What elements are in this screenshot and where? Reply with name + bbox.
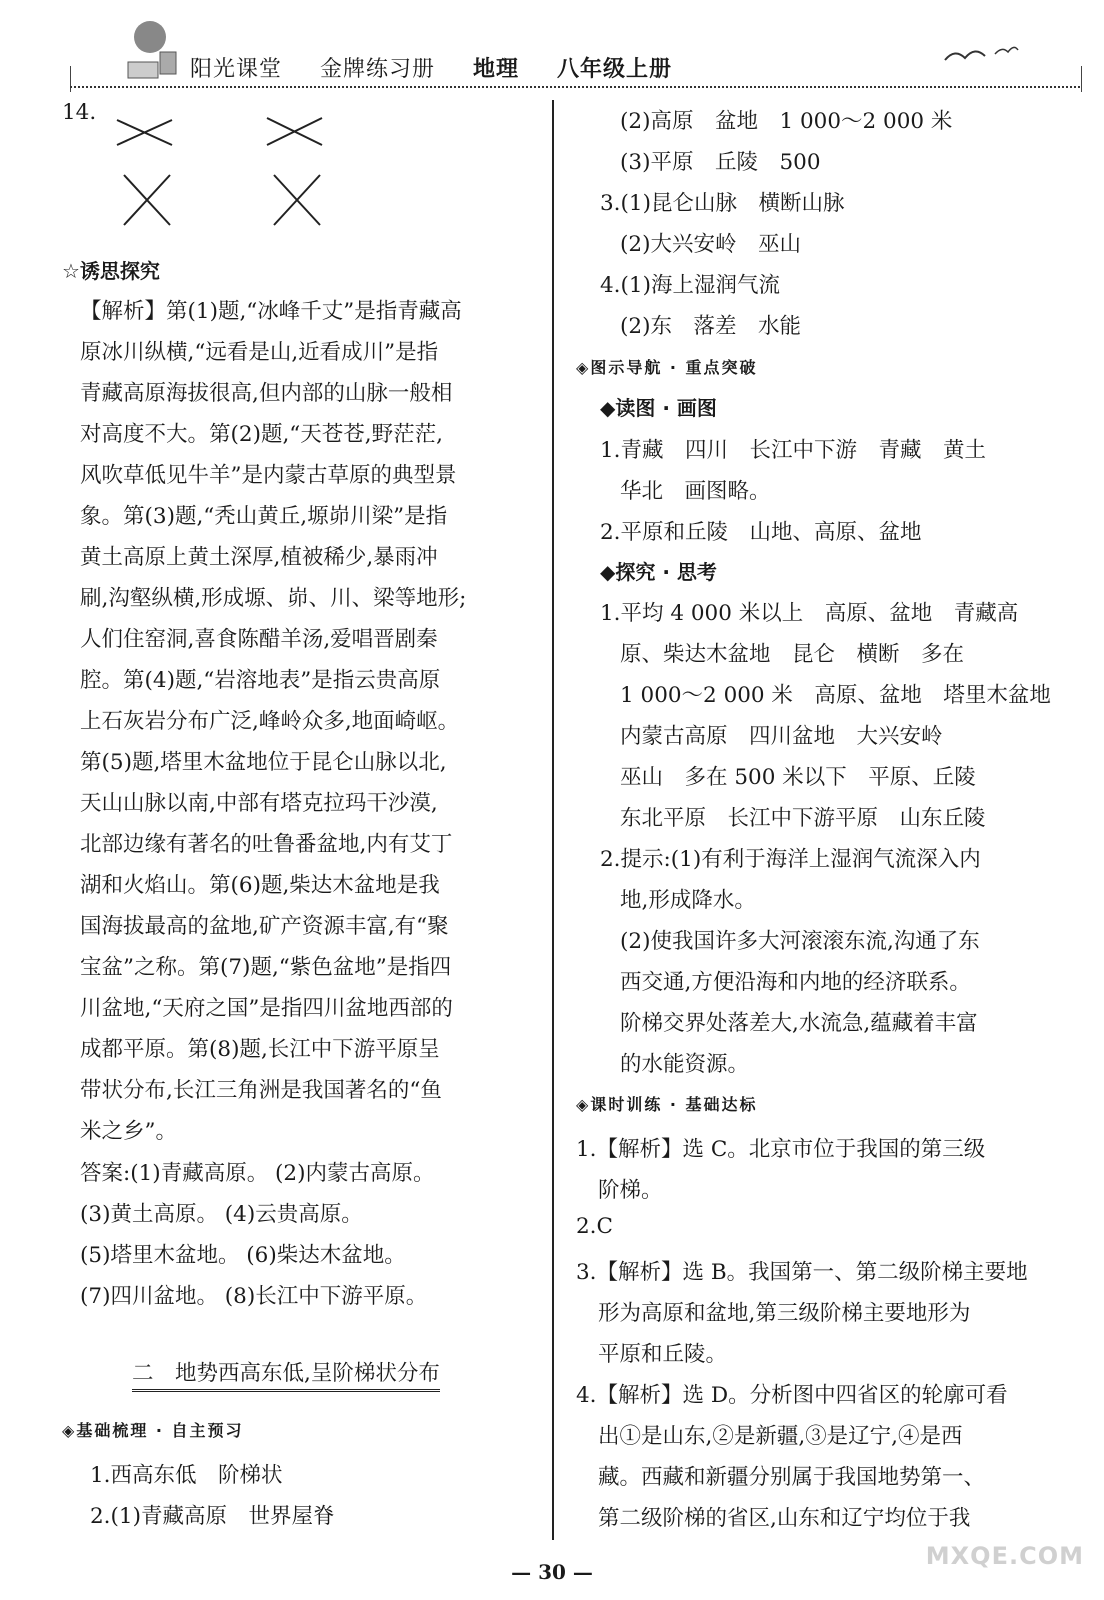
header-title [190, 52, 702, 83]
answer-line: 4.(1)海上湿润气流 [600, 273, 780, 298]
read-line: 1.青藏 四川 长江中下游 青藏 黄土 [600, 438, 987, 463]
read-line: 2.平原和丘陵 山地、高原、盆地 [600, 520, 922, 545]
map-nav-title [576, 355, 758, 378]
explore-line: 2.提示:(1)有利于海洋上湿润气流深入内 [600, 847, 981, 872]
training-line: 藏。西藏和新疆分别属于我国地势第一、 [598, 1465, 986, 1490]
left-column [62, 100, 542, 1540]
explore-line: 地,形成降水。 [620, 888, 756, 913]
analysis-line: 成都平原。第(8)题,长江中下游平原呈 [80, 1037, 440, 1062]
watermark-text: MXQE.COM [925, 1542, 1084, 1570]
analysis-line: 湖和火焰山。第(6)题,柴达木盆地是我 [80, 873, 440, 898]
book-name: 金牌练习册 [320, 57, 436, 82]
grade-name: 八年级上册 [557, 56, 673, 82]
analysis-line: 象。第(3)题,“秃山黄丘,塬峁川梁”是指 [80, 504, 448, 529]
explore-line: 1.平均 4 000 米以上 高原、盆地 青藏高 [600, 601, 1019, 626]
answer-line: 3.(1)昆仑山脉 横断山脉 [600, 191, 845, 216]
birds-icon [940, 40, 1020, 70]
basic-review-title [62, 1418, 244, 1441]
eye-icon: ◈ [576, 358, 591, 377]
analysis-line: 人们住窑洞,喜食陈醋羊汤,爱唱晋剧秦 [80, 627, 438, 652]
analysis-line: 黄土高原上黄土深厚,植被稀少,暴雨冲 [80, 545, 438, 570]
series-name: 阳光课堂 [190, 57, 283, 82]
analysis-line: 北部边缘有著名的吐鲁番盆地,内有艾丁 [80, 832, 453, 857]
analysis-line: 对高度不大。第(2)题,“天苍苍,野茫茫, [80, 422, 443, 447]
analysis-line: 川盆地,“天府之国”是指四川盆地西部的 [80, 996, 453, 1021]
section-title-explore: ☆诱思探究 [62, 259, 160, 283]
explore-line: 内蒙古高原 四川盆地 大兴安岭 [620, 724, 943, 749]
explore-line: (2)使我国许多大河滚滚东流,沟通了东 [620, 929, 980, 954]
column-divider [552, 100, 554, 1540]
training-line: 1.【解析】选 C。北京市位于我国的第三级 [576, 1137, 986, 1162]
analysis-line: 第(5)题,塔里木盆地位于昆仑山脉以北, [80, 750, 447, 775]
map-nav-title-text: 图示导航 · 重点突破 [590, 358, 758, 377]
analysis-line: 【解析】第(1)题,“冰峰千丈”是指青藏高 [80, 299, 462, 324]
explore-think-title: ◆探究 · 思考 [600, 560, 717, 584]
analysis-line: 带状分布,长江三角洲是我国著名的“鱼 [80, 1078, 442, 1103]
page-header [70, 52, 1080, 84]
header-dotted-line [70, 86, 1080, 88]
training-line: 阶梯。 [598, 1178, 663, 1203]
analysis-line: 风吹草低见牛羊”是内蒙古草原的典型景 [80, 463, 457, 488]
subject-name: 地理 [473, 56, 520, 82]
eye-icon: ◈ [576, 1095, 591, 1114]
explore-line: 原、柴达木盆地 昆仑 横断 多在 [620, 642, 965, 667]
cross-marks [112, 110, 342, 230]
answer-line: (7)四川盆地。 (8)长江中下游平原。 [80, 1284, 428, 1309]
explore-line: 巫山 多在 500 米以下 平原、丘陵 [620, 765, 976, 790]
lesson-title: 二 地势西高东低,呈阶梯状分布 [132, 1356, 440, 1392]
analysis-line: 国海拔最高的盆地,矿产资源丰富,有“聚 [80, 914, 449, 939]
analysis-line: 原冰川纵横,“远看是山,近看成川”是指 [80, 340, 439, 365]
training-line: 平原和丘陵。 [598, 1342, 728, 1367]
explore-line: 阶梯交界处落差大,水流急,蕴藏着丰富 [620, 1011, 978, 1036]
analysis-line: 宝盆”之称。第(7)题,“紫色盆地”是指四 [80, 955, 452, 980]
explore-line: 西交通,方便沿海和内地的经济联系。 [620, 970, 971, 995]
training-title [576, 1092, 758, 1115]
watermark [894, 1490, 1084, 1570]
basic-line: 1.西高东低 阶梯状 [90, 1463, 283, 1488]
training-line: 出①是山东,②是新疆,③是辽宁,④是西 [598, 1424, 963, 1449]
analysis-line: 米之乡”。 [80, 1119, 177, 1144]
read-line: 华北 画图略。 [620, 479, 771, 504]
basic-review-title-text: 基础梳理 · 自主预习 [76, 1421, 244, 1440]
answer-line: (2)高原 盆地 1 000～2 000 米 [620, 109, 953, 134]
explore-line: 东北平原 长江中下游平原 山东丘陵 [620, 806, 986, 831]
question-14-label: 14. [62, 100, 97, 125]
analysis-line: 上石灰岩分布广泛,峰岭众多,地面崎岖。 [80, 709, 460, 734]
answer-line: (3)黄土高原。 (4)云贵高原。 [80, 1202, 363, 1227]
answer-line: (2)东 落差 水能 [620, 314, 801, 339]
analysis-line: 青藏高原海拔很高,但内部的山脉一般相 [80, 381, 453, 406]
analysis-line: 刷,沟壑纵横,形成塬、峁、川、梁等地形; [80, 586, 467, 611]
page-number: — 30 — [511, 1560, 593, 1584]
eye-icon: ◈ [62, 1421, 77, 1440]
answer-line: (5)塔里木盆地。 (6)柴达木盆地。 [80, 1243, 406, 1268]
explore-line: 1 000～2 000 米 高原、盆地 塔里木盆地 [620, 683, 1051, 708]
analysis-line: 天山山脉以南,中部有塔克拉玛干沙漠, [80, 791, 438, 816]
answer-line: (2)大兴安岭 巫山 [620, 232, 801, 257]
answer-line: (3)平原 丘陵 500 [620, 150, 821, 175]
explore-line: 的水能资源。 [620, 1052, 750, 1077]
training-line: 形为高原和盆地,第三级阶梯主要地形为 [598, 1301, 971, 1326]
basic-line: 2.(1)青藏高原 世界屋脊 [90, 1504, 335, 1529]
training-line: 第二级阶梯的省区,山东和辽宁均位于我 [598, 1506, 971, 1531]
read-draw-title: ◆读图 · 画图 [600, 396, 717, 420]
training-title-text: 课时训练 · 基础达标 [590, 1095, 758, 1114]
training-line: 3.【解析】选 B。我国第一、第二级阶梯主要地 [576, 1260, 1028, 1285]
answer-line: 答案:(1)青藏高原。 (2)内蒙古高原。 [80, 1161, 435, 1186]
right-column [568, 100, 1068, 1540]
training-line: 4.【解析】选 D。分析图中四省区的轮廓可看 [576, 1383, 1008, 1408]
analysis-line: 腔。第(4)题,“岩溶地表”是指云贵高原 [80, 668, 441, 693]
training-line: 2.C [576, 1214, 613, 1239]
